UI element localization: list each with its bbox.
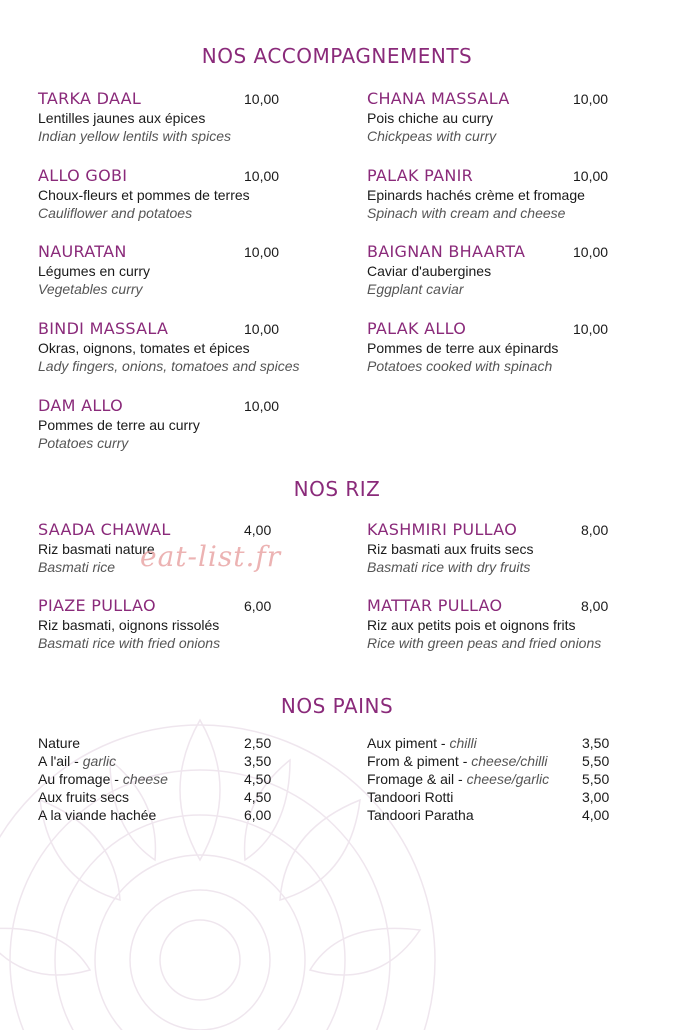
bread-name-fr: Aux piment - [367,735,450,751]
item-price: 10,00 [244,321,280,337]
bread-item [38,788,129,806]
bread-price: 5,50 [582,771,610,787]
bread-item [367,752,548,770]
bread-price: 4,00 [582,807,610,823]
menu-item [367,597,642,652]
item-name: TARKA DAAL [38,89,142,108]
item-description-fr: Caviar d'aubergines [367,263,492,279]
bread-item [38,806,156,824]
bread-item [38,770,168,788]
item-description-en: Chickpeas with curry [367,128,497,144]
bread-price: 5,50 [582,753,610,769]
item-name: PALAK PANIR [367,166,474,185]
item-description-fr: Pommes de terre au curry [38,417,200,433]
item-price: 10,00 [573,168,609,184]
menu-item [38,397,313,452]
item-price: 4,00 [244,522,272,538]
item-description-en: Rice with green peas and fried onions [367,635,602,651]
bread-name-en: cheese/garlic [466,771,550,787]
bread-item [367,734,477,752]
item-name: DAM ALLO [38,396,124,415]
item-description-fr: Riz basmati, oignons rissolés [38,617,220,633]
item-price: 10,00 [573,91,609,107]
bread-name-fr: A la viande hachée [38,807,157,823]
bread-name-fr: Au fromage - [38,771,123,787]
menu-item [367,521,642,576]
item-description-fr: Riz basmati nature [38,541,155,557]
bread-name-fr: Nature [38,735,81,751]
item-price: 6,00 [244,598,272,614]
item-price: 10,00 [244,91,280,107]
item-description-fr: Riz basmati aux fruits secs [367,541,534,557]
item-description-fr: Légumes en curry [38,263,151,279]
menu-item [38,243,313,298]
bread-name-fr: Tandoori Rotti [367,789,454,805]
item-description-fr: Epinards hachés crème et fromage [367,187,585,203]
bread-price: 3,00 [582,789,610,805]
item-name: KASHMIRI PULLAO [367,520,518,539]
item-description-en: Basmati rice with dry fruits [367,559,531,575]
section-title-pains: NOS PAINS [280,694,394,718]
menu-item [367,90,642,145]
menu-item [38,320,313,375]
bread-price: 3,50 [582,735,610,751]
item-name: BINDI MASSALA [38,319,169,338]
bread-item [38,752,116,770]
bread-name-en: chilli [449,735,477,751]
item-name: ALLO GOBI [38,166,128,185]
menu-item [367,167,642,222]
item-description-en: Eggplant caviar [367,281,464,297]
item-price: 10,00 [244,168,280,184]
item-description-en: Lady fingers, onions, tomatoes and spices [38,358,300,374]
item-name: PIAZE PULLAO [38,596,156,615]
item-description-en: Basmati rice with fried onions [38,635,221,651]
bread-name-fr: Fromage & ail - [367,771,467,787]
bread-item [38,734,80,752]
bread-name-fr: Tandoori Paratha [367,807,474,823]
item-price: 10,00 [573,244,609,260]
item-name: BAIGNAN BHAARTA [367,242,526,261]
menu-item [367,243,642,298]
item-name: NAURATAN [38,242,127,261]
bread-item [367,770,549,788]
bread-price: 4,50 [244,789,272,805]
item-description-fr: Lentilles jaunes aux épices [38,110,206,126]
bread-name-en: garlic [82,753,117,769]
bread-item [367,806,474,824]
menu-item [38,90,313,145]
bread-price: 6,00 [244,807,272,823]
bread-name-en: cheese/chilli [471,753,548,769]
menu-item [38,167,313,222]
item-description-en: Cauliflower and potatoes [38,205,193,221]
item-description-fr: Riz aux petits pois et oignons frits [367,617,576,633]
mandala-decoration [0,630,460,1030]
item-price: 8,00 [581,598,609,614]
item-name: MATTAR PULLAO [367,596,503,615]
item-name: SAADA CHAWAL [38,520,171,539]
menu-item [367,320,642,375]
item-name: PALAK ALLO [367,319,467,338]
item-description-en: Basmati rice [38,559,116,575]
item-description-en: Spinach with cream and cheese [367,205,566,221]
item-price: 8,00 [581,522,609,538]
item-description-en: Vegetables curry [38,281,143,297]
item-name: CHANA MASSALA [367,89,510,108]
section-title-accompagnements: NOS ACCOMPAGNEMENTS [201,44,473,68]
bread-price: 3,50 [244,753,272,769]
item-price: 10,00 [244,398,280,414]
item-description-en: Potatoes curry [38,435,129,451]
item-description-fr: Choux-fleurs et pommes de terres [38,187,250,203]
item-description-fr: Pois chiche au curry [367,110,494,126]
item-description-fr: Pommes de terre aux épinards [367,340,559,356]
bread-name-en: cheese [122,771,168,787]
item-price: 10,00 [573,321,609,337]
watermark-logo: eat-list.fr [140,540,282,573]
menu-item [38,597,313,652]
bread-item [367,788,453,806]
bread-name-fr: Aux fruits secs [38,789,130,805]
bread-price: 2,50 [244,735,272,751]
section-title-riz: NOS RIZ [293,477,381,501]
item-price: 10,00 [244,244,280,260]
bread-price: 4,50 [244,771,272,787]
item-description-fr: Okras, oignons, tomates et épices [38,340,250,356]
bread-name-fr: From & piment - [367,753,472,769]
item-description-en: Potatoes cooked with spinach [367,358,553,374]
item-description-en: Indian yellow lentils with spices [38,128,231,144]
bread-name-fr: A l'ail - [38,753,83,769]
